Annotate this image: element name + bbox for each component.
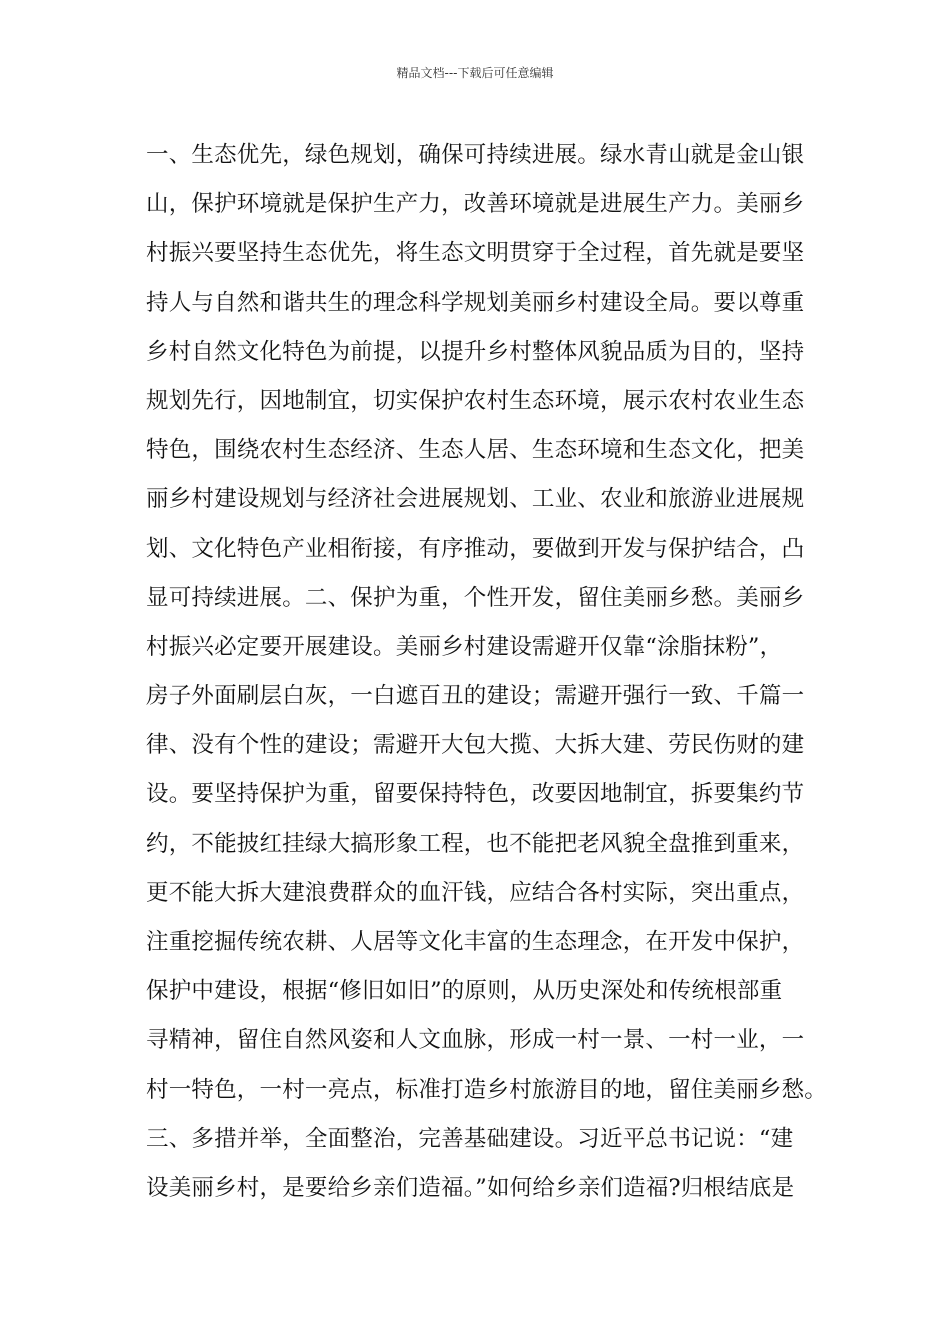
- text-line: 房子外面刷层白灰，一白遮百丑的建设；需避开强行一致、千篇一: [146, 683, 805, 710]
- text-line: 持人与自然和谐共生的理念科学规划美丽乡村建设全局。要以尊重: [146, 289, 805, 316]
- text-line: 更不能大拆大建浪费群众的血汗钱，应结合各村实际，突出重点，: [146, 879, 805, 906]
- document-body: [146, 131, 826, 1213]
- text-line: 村振兴必定要开展建设。美丽乡村建设需避开仅靠“涂脂抹粉”，: [146, 633, 783, 660]
- text-line: 特色，围绕农村生态经济、生态人居、生态环境和生态文化，把美: [146, 437, 805, 464]
- page-header: 精品文档---下载后可任意编辑: [396, 66, 554, 80]
- text-line: 山，保护环境就是保护生产力，改善环境就是进展生产力。美丽乡: [146, 191, 805, 218]
- text-line: 保护中建设，根据“修旧如旧”的原则，从历史深处和传统根部重: [146, 978, 783, 1005]
- text-line: 丽乡村建设规划与经济社会进展规划、工业、农业和旅游业进展规: [146, 486, 805, 513]
- text-line: 村振兴要坚持生态优先，将生态文明贯穿于全过程，首先就是要坚: [146, 240, 805, 267]
- text-line: 划、文化特色产业相衔接，有序推动，要做到开发与保护结合，凸: [146, 535, 805, 562]
- text-line: 约，不能披红挂绿大搞形象工程，也不能把老风貌全盘推到重来，: [146, 830, 805, 857]
- text-line: 律、没有个性的建设；需避开大包大揽、大拆大建、劳民伤财的建: [146, 732, 805, 759]
- text-line: 三、多措并举，全面整治，完善基础建设。习近平总书记说：“建: [146, 1125, 794, 1152]
- text-line: 显可持续进展。二、保护为重，个性开发，留住美丽乡愁。美丽乡: [146, 584, 805, 611]
- text-line: 村一特色，一村一亮点，标准打造乡村旅游目的地，留住美丽乡愁。: [146, 1076, 828, 1103]
- text-line: 设美丽乡村，是要给乡亲们造福。”如何给乡亲们造福?归根结底是: [146, 1174, 795, 1201]
- text-line: 设。要坚持保护为重，留要保持特色，改要因地制宜，拆要集约节: [146, 781, 805, 808]
- text-line: 寻精神，留住自然风姿和人文血脉，形成一村一景、一村一业，一: [146, 1027, 805, 1054]
- text-line: 注重挖掘传统农耕、人居等文化丰富的生态理念，在开发中保护，: [146, 929, 805, 955]
- text-line: 规划先行，因地制宜，切实保护农村生态环境，展示农村农业生态: [146, 387, 805, 414]
- text-line: 乡村自然文化特色为前提，以提升乡村整体风貌品质为目的，坚持: [146, 338, 805, 365]
- text-line: 一、生态优先，绿色规划，确保可持续进展。绿水青山就是金山银: [146, 142, 805, 168]
